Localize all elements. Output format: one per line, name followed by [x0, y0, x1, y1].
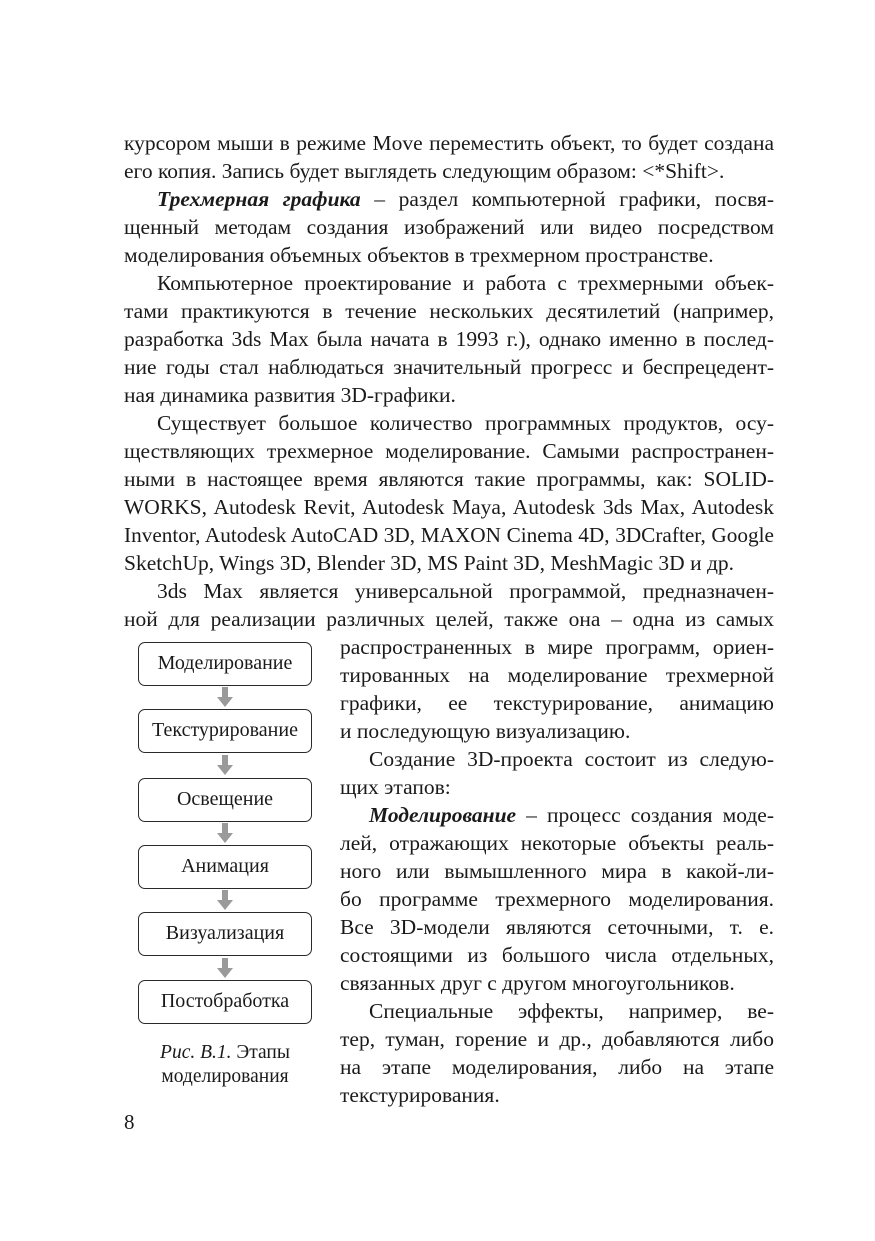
text-line: ние годы стал наблюдаться значительный прогресс и беспрецедент-	[124, 355, 774, 379]
text-line: тами практикуются в течение нескольких десятилетий (например,	[124, 299, 774, 323]
caption-label: Рис. В.1.	[160, 1042, 232, 1063]
text-line: тер, туман, горение и др., добавляются либо	[340, 1027, 774, 1051]
text-line: разработка 3ds Max была начата в 1993 г.), однако именно в послед-	[124, 327, 774, 351]
text-line: ная динамика развития 3D-графики.	[124, 383, 456, 407]
down-arrow-icon	[217, 755, 233, 777]
stage-box-visualization: Визуализация	[138, 912, 312, 956]
text-line: SketchUp, Wings 3D, Blender 3D, MS Paint 3D, MeshMagic 3D и др.	[124, 551, 735, 575]
text-line: Все 3D-модели являются сеточными, т. е.	[340, 915, 774, 939]
stage-box-modeling: Моделирование	[138, 642, 312, 686]
text-line: 3ds Max является универсальной программой, предназначен-	[157, 579, 774, 603]
text-line: Inventor, Autodesk AutoCAD 3D, MAXON Cinema 4D, 3DCrafter, Google	[124, 523, 774, 547]
figure-caption	[138, 1041, 312, 1065]
text-line: курсором мыши в режиме Move переместить объект, то будет создана	[124, 131, 774, 155]
stage-box-lighting: Освещение	[138, 778, 312, 822]
text-line: Существует большое количество программных продуктов, осу-	[157, 411, 774, 435]
text-line: щих этапов:	[340, 775, 451, 799]
stage-box-postprocessing: Постобработка	[138, 980, 312, 1024]
text-span: – процесс создания моде-	[516, 803, 774, 827]
text-line	[157, 185, 774, 213]
text-line: состоящими из большого числа отдельных,	[340, 943, 774, 967]
text-line: бо программе трехмерного моделирования.	[340, 887, 774, 911]
down-arrow-icon	[217, 823, 233, 845]
text-line: щенный методам создания изображений или видео посредством	[124, 215, 774, 239]
text-line	[369, 801, 774, 829]
text-line: Компьютерное проектирование и работа с трехмерными объек-	[157, 271, 774, 295]
text-line: WORKS, Autodesk Revit, Autodesk Maya, Autodesk 3ds Max, Autodesk	[124, 495, 774, 519]
text-line: моделирования объемных объектов в трехмерном пространстве.	[124, 243, 714, 267]
stage-box-texturing: Текстурирование	[138, 709, 312, 753]
stage-box-animation: Анимация	[138, 845, 312, 889]
text-line: ществляющих трехмерное моделирование. Самыми распространен-	[124, 439, 774, 463]
text-line: графики, ее текстурирование, анимацию	[340, 691, 774, 715]
figure-caption: моделирования	[161, 1066, 289, 1087]
text-line: Создание 3D-проекта состоит из следую-	[369, 747, 774, 771]
text-line: и последующую визуализацию.	[340, 719, 631, 743]
text-line: Специальные эффекты, например, ве-	[369, 999, 774, 1023]
text-line: лей, отражающих некоторые объекты реаль-	[340, 831, 774, 855]
text-line: на этапе моделирования, либо на этапе	[340, 1055, 774, 1079]
down-arrow-icon	[217, 687, 233, 709]
term-3d-graphics: Трехмерная графика	[157, 187, 361, 211]
down-arrow-icon	[217, 958, 233, 980]
caption-text: Этапы	[231, 1042, 290, 1063]
text-line: ной для реализации различных целей, также она – одна из самых	[124, 607, 774, 631]
text-line: распространенных в мире программ, ориен-	[340, 635, 774, 659]
down-arrow-icon	[217, 890, 233, 912]
text-line: ного или вымышленного мира в какой-ли-	[340, 859, 774, 883]
text-line: текстурирования.	[340, 1083, 500, 1107]
text-line: тированных на моделирование трехмерной	[340, 663, 774, 687]
text-span: – раздел компьютерной графики, посвя-	[360, 187, 774, 211]
text-line: ными в настоящее время являются такие программы, как: SOLID-	[124, 467, 774, 491]
page-number: 8	[124, 1110, 135, 1134]
text-line: связанных друг с другом многоугольников.	[340, 971, 735, 995]
term-modeling: Моделирование	[369, 803, 517, 827]
text-line: его копия. Запись будет выглядеть следующим образом: <*Shift>.	[124, 159, 725, 183]
